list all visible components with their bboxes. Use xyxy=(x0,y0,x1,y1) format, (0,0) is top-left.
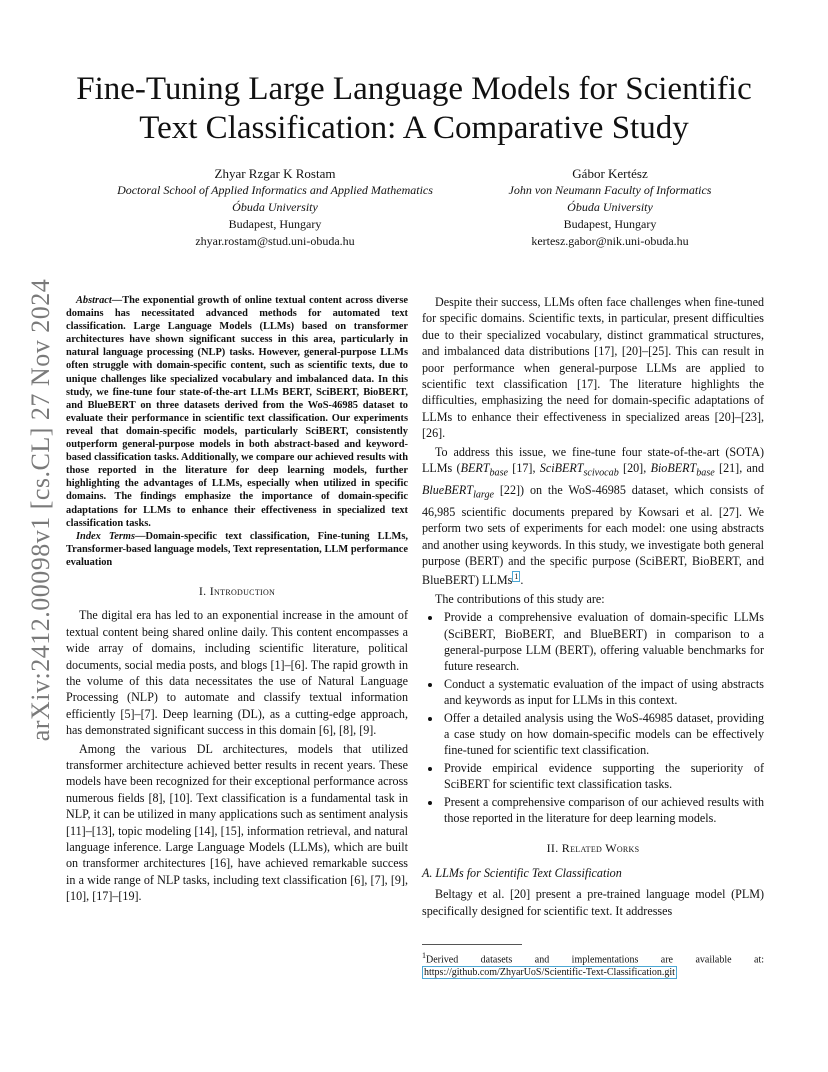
list-item: • Conduct a systematic evaluation of the impact of using abstracts and keywords as input for LLMs in this context. xyxy=(442,676,764,709)
model-biobert: BioBERT$_{base}$ xyxy=(650,461,715,479)
author-block-1 xyxy=(80,165,470,250)
abstract-text: —The exponential growth of online textual content across diverse domains has necessitated advanced methods for automated text classification. Large Language Models (LLMs) based on transformer architectures have shown significant success in this area, particularly in natural language processing (NLP) tasks. However, general-purpose LLMs often struggle with domain-specific content, such as scientific texts, due to unique challenges like specialized vocabulary and imbalanced data. In this study, we fine-tune four state-of-the-art LLMs BERT, SciBERT, BioBERT, and BlueBERT on three datasets derived from the WoS-46985 dataset to evaluate their performance in scientific text classification. Our experiments reveal that domain-specific models, particularly SciBERT, consistently outperform general-purpose models in both abstract-based and keyword-based classification tasks. Additionally, we compare our achieved results with those reported in the literature for deep learning models, further highlighting the advantages of LLMs, especially when utilized in specific domains. The findings emphasize the importance of domain-specific adaptations for LLMs to enhance their effectiveness in specialized text classification tasks. xyxy=(66,295,408,529)
text-run: [22]) on the WoS-46985 dataset, which consists of 46,985 scientific documents prepared by Kowsari et al. [27]. We perform two sets of experiments for each model: one using abstracts and another using keywords. In this study, we investigate both general purpose (BERT) and the specific purpose (SciBERT, BioBERT, and BlueBERT) LLMs xyxy=(422,482,764,588)
abstract xyxy=(66,294,408,530)
author-block-2 xyxy=(470,165,750,250)
abstract-label: Abstract xyxy=(76,295,112,306)
list-item: • Present a comprehensive comparison of our achieved results with those reported in the literature for deep learning models. xyxy=(442,794,764,827)
footnote-text: Derived datasets and implementations are available at: xyxy=(426,954,764,966)
section-heading-introduction: I. Introduction xyxy=(198,583,276,598)
arxiv-identifier: arXiv:2412.00098v1 [cs.CL] 27 Nov 2024 xyxy=(26,278,55,742)
author-name: Gábor Kertész xyxy=(572,166,648,181)
list-item: • Offer a detailed analysis using the WoS-46985 dataset, providing a case study on how domain-specific models can be effectively fine-tuned for scientific text classification. xyxy=(442,710,764,759)
footnote-link[interactable]: https://github.com/ZhyarUoS/Scientific-Text-Classification.git xyxy=(424,967,675,979)
index-terms-label: Index Terms xyxy=(76,530,136,542)
right-column xyxy=(422,294,764,921)
text-run: [20], xyxy=(618,461,651,476)
author-university: Óbuda University xyxy=(232,200,318,214)
author-city: Budapest, Hungary xyxy=(563,217,657,231)
footnote-rule xyxy=(422,944,522,945)
model-bluebert: BlueBERT$_{large}$ xyxy=(422,482,494,501)
text-run: [17], xyxy=(507,461,540,476)
intro-paragraph-2: Among the various DL architectures, models that utilized transformer architecture achieved better results in recent years. These models have been recognized for their exceptional performance across numerous fields [8], [10]. Text classification is a fundamental task in NLP, it can be utilized in many applications such as sentiment analysis [11]–[13], topic modeling [14], [15], information retrieval, and natural language inference. Large Language Models (LLMs), which are built on transformer architectures [16], have achieved remarkable success in a wide range of NLP tasks, including text classification [6], [7], [9], [10], [17]–[19]. xyxy=(66,741,408,904)
author-name: Zhyar Rzgar K Rostam xyxy=(214,166,336,181)
author-email[interactable]: kertesz.gabor@nik.uni-obuda.hu xyxy=(531,234,689,248)
text-run: . xyxy=(520,573,524,588)
author-affiliation: John von Neumann Faculty of Informatics xyxy=(508,183,712,197)
related-paragraph-1: Beltagy et al. [20] present a pre-trained language model (PLM) specifically designed for scientific text. It addresses xyxy=(422,887,764,918)
footnote xyxy=(422,944,764,979)
subsection-heading: A. LLMs for Scientific Text Classification xyxy=(422,865,622,880)
intro-paragraph-1: The digital era has led to an exponential increase in the amount of textual content being shared online daily. This content encompasses a wide array of domains, including scientific literature, political documents, social media posts, and blogs [1]–[6]. The rapid growth in the volume of this data necessitates the use of Natural Language Processing (NLP) to automate and classify textual information efficiently [5]–[7]. Deep learning (DL), as a cutting-edge approach, has demonstrated significant success in this domain [6], [8], [9]. xyxy=(66,608,408,738)
index-terms xyxy=(66,530,408,569)
contributions-intro: The contributions of this study are: xyxy=(435,591,605,606)
model-bert: $BERT_{base}$ xyxy=(460,461,508,479)
text-run: To address this issue, we fine-tune four state-of-the-art (SOTA) LLMs ( xyxy=(422,444,764,476)
right-paragraph-1: Despite their success, LLMs often face challenges when fine-tuned for specific domains. Scientific texts, in particular, present difficulties due to their specialized vocabulary, distinct grammatical structures, and imbalanced data distributions [17], [20]–[25]. This can result in poor performance when general-purpose LLMs are applied to scientific text classification [17]. The literature highlights the difficulties, emphasizing the need for domain-specific adaptations of LLMs to enhance their effectiveness in specialized areas [20]–[23], [26]. xyxy=(422,295,764,441)
list-item: • Provide empirical evidence supporting the superiority of SciBERT for scientific text classification tasks. xyxy=(442,760,764,793)
author-email[interactable]: zhyar.rostam@stud.uni-obuda.hu xyxy=(195,234,355,248)
author-affiliation: Doctoral School of Applied Informatics and Applied Mathematics xyxy=(117,183,433,197)
list-item: • Provide a comprehensive evaluation of domain-specific LLMs (SciBERT, BioBERT, and BlueBERT) in comparison to a general-purpose LLM (BERT), offering valuable benchmarks for future research. xyxy=(442,609,764,675)
footnote-number: 1 xyxy=(422,951,426,960)
paper-title: Fine-Tuning Large Language Models for Scientific Text Classification: A Comparative Study xyxy=(76,71,752,146)
section-heading-related-works: II. Related Works xyxy=(546,841,640,856)
right-paragraph-2 xyxy=(422,444,764,589)
arxiv-sidebar xyxy=(18,250,64,770)
footnote-marker[interactable]: 1 xyxy=(514,572,519,582)
author-city: Budapest, Hungary xyxy=(228,217,322,231)
author-university: Óbuda University xyxy=(567,200,653,214)
index-terms-text: —Domain-specific text classification, Fine-tuning LLMs, Transformer-based language models, Text representation, LLM performance evaluation xyxy=(66,530,408,568)
left-column xyxy=(66,294,408,907)
text-run: [21], and xyxy=(714,461,765,476)
contributions-list xyxy=(422,609,764,826)
model-scibert: SciBERT$_{scivocab}$ xyxy=(539,461,619,479)
